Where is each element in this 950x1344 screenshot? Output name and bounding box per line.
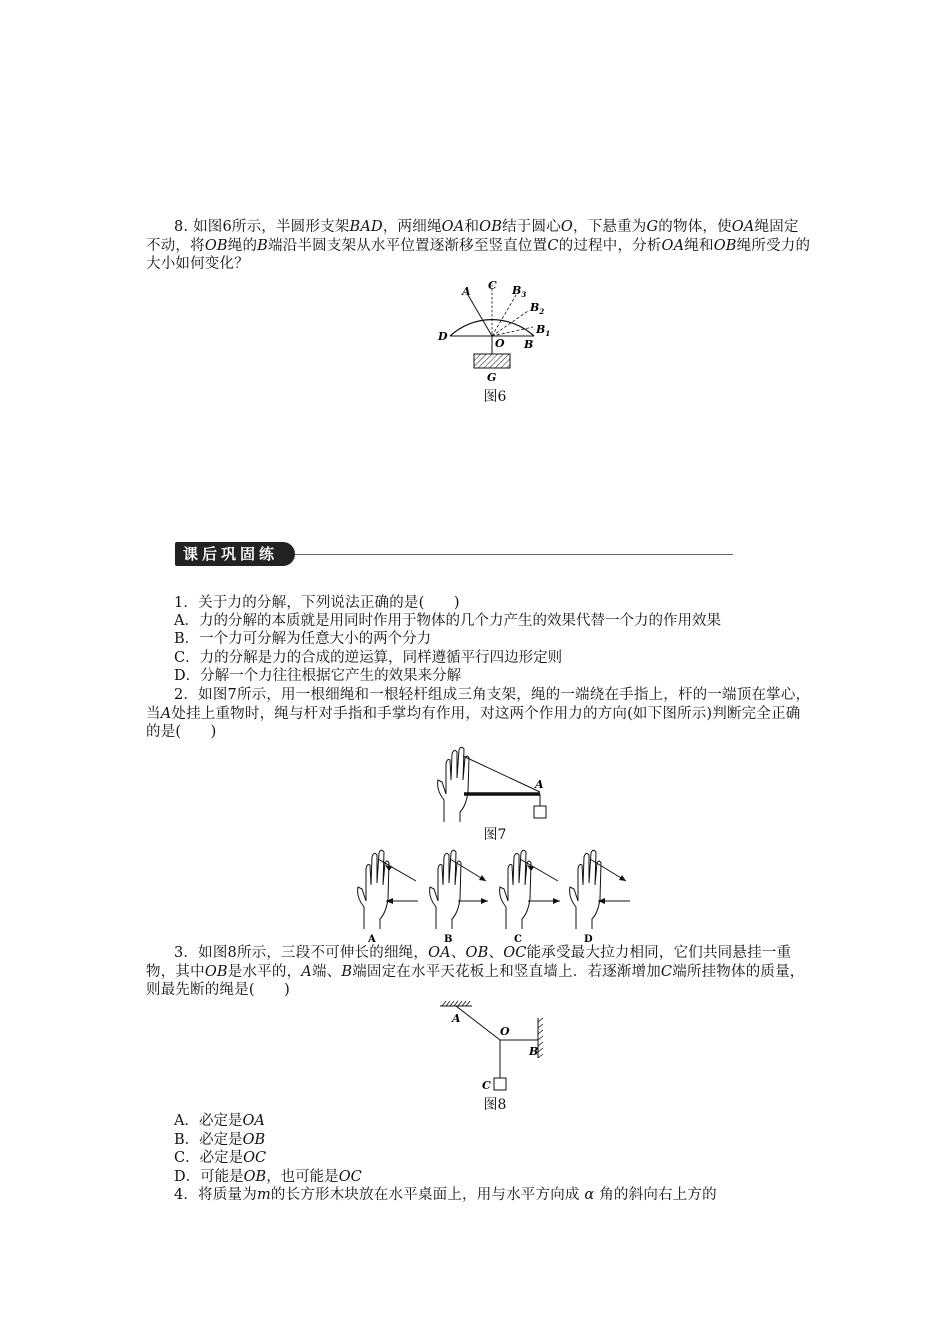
choice-d-figure xyxy=(570,850,630,929)
label-c: C xyxy=(482,1079,491,1092)
hang-weight xyxy=(534,806,546,818)
q2-text: 2．如图7所示，用一根细绳和一根轻杆组成三角支架，绳的一端绕在手指上，杆的一端顶在掌心，当A处挂上重物时，绳与杆对手指和手掌均有作用，对这两个作用力的方向(如下图所示)判断完全正确的是( ) xyxy=(146,687,811,740)
label-a: A xyxy=(462,285,471,298)
wall-hatch xyxy=(538,1018,543,1058)
q1-option-c: C．力的分解是力的合成的逆运算，同样遵循平行四边形定则 xyxy=(174,650,563,666)
figure-8 xyxy=(436,1000,551,1096)
label-b: B xyxy=(524,338,534,351)
rope-oa xyxy=(468,295,492,336)
rope-line xyxy=(463,756,540,792)
q3-option-b: B．必定是OB xyxy=(174,1132,266,1148)
q3-option-a: A．必定是OA xyxy=(174,1113,265,1129)
label-a: A xyxy=(452,1012,461,1025)
choice-b-figure xyxy=(430,850,488,929)
label-o: O xyxy=(495,337,505,350)
section-header-line xyxy=(293,554,733,555)
dashed-ob2 xyxy=(492,311,528,336)
label-a: A xyxy=(535,778,544,791)
q3-option-d: D．可能是OB，也可能是OC xyxy=(174,1169,362,1185)
q1-option-b: B．一个力可分解为任意大小的两个分力 xyxy=(174,631,432,647)
label-d: D xyxy=(438,330,448,343)
label-c: C xyxy=(488,280,497,292)
q8-number: 8. xyxy=(174,219,189,235)
label-o: O xyxy=(500,1025,510,1038)
label-b3: $B_3$ xyxy=(512,284,527,299)
choice-figures xyxy=(352,845,642,945)
choice-label-c: C xyxy=(514,934,522,945)
choice-label-a: A xyxy=(368,934,376,945)
q8-text: 8. 如图6所示，半圆形支架BAD，两细绳OA和OB结于圆心O，下悬重为G的物体，使OA绳固定不动，将OB绳的B端沿半圆支架从水平位置逐渐移至竖直位置C的过程中，分析OA绳和OB绳所受力的大小如何变化？ xyxy=(146,219,811,272)
q1-stem: 1．关于力的分解，下列说法正确的是( ) xyxy=(174,595,460,611)
label-b1: $B_1$ xyxy=(536,323,551,338)
figure-8-caption: 图8 xyxy=(483,1097,507,1113)
choice-label-d: D xyxy=(584,934,593,945)
figure-7 xyxy=(432,744,557,824)
choice-a-figure xyxy=(358,850,418,929)
q3-option-c: C．必定是OC xyxy=(174,1150,267,1166)
choice-label-b: B xyxy=(444,934,453,945)
label-g: G xyxy=(487,371,497,384)
dashed-ob3 xyxy=(492,295,516,336)
weight-box xyxy=(494,1078,506,1090)
label-b: B xyxy=(529,1045,539,1058)
q1-option-a: A．力的分解的本质就是用同时作用于物体的几个力产生的效果代替一个力的作用效果 xyxy=(174,613,721,629)
choice-c-figure xyxy=(500,850,560,929)
section-header-label: 课后巩固练 xyxy=(175,542,295,566)
q1-option-d: D．分解一个力往往根据它产生的效果来分解 xyxy=(174,668,462,684)
hand-drawing xyxy=(438,747,469,822)
figure-7-caption: 图7 xyxy=(483,827,507,843)
label-b2: $B_2$ xyxy=(530,301,545,316)
rope-oa xyxy=(456,1006,500,1040)
q3-text: 3．如图8所示，三段不可伸长的细绳，OA、OB、OC能承受最大拉力相同，它们共同悬挂一重物，其中OB是水平的，A端、B端固定在水平天花板上和竖直墙上．若逐渐增加C端所挂物体的质量，则最先断的绳是( ) xyxy=(146,945,805,998)
q4-text: 4．将质量为m的长方形木块放在水平桌面上，用与水平方向成 α 角的斜向右上方的 xyxy=(174,1187,717,1203)
figure-6 xyxy=(430,280,560,390)
figure-6-caption: 图6 xyxy=(483,389,507,405)
ceiling-hatch xyxy=(442,1001,470,1006)
weight-block xyxy=(474,354,510,368)
